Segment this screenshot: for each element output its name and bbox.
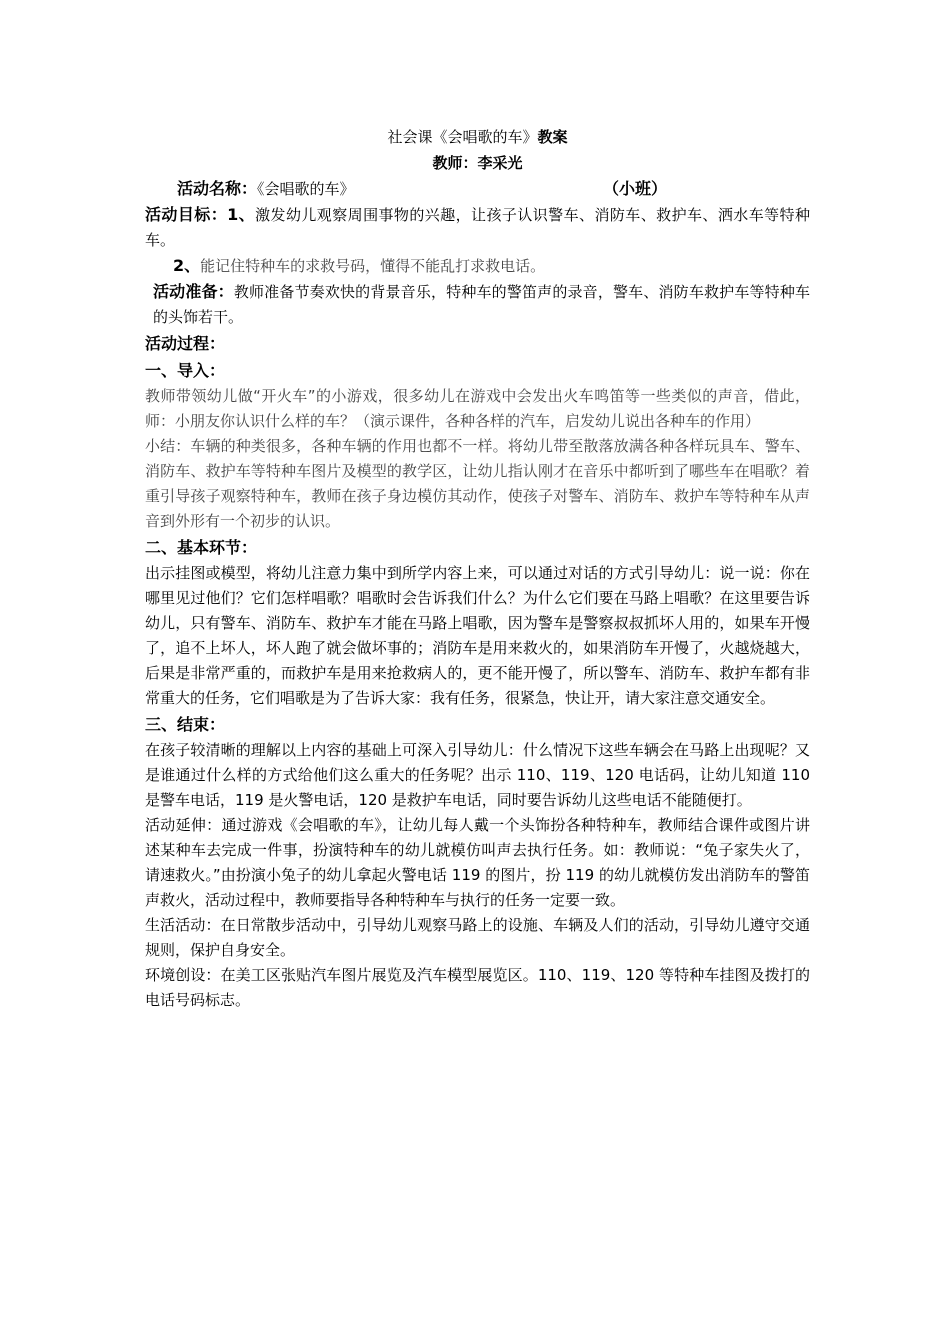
prep-paragraph xyxy=(145,279,810,330)
prep-text: 教师准备节奏欢快的背景音乐，特种车的警笛声的录音，警车、消防车救护车等特种车的头饰若干。 xyxy=(153,283,810,326)
activity-name-row xyxy=(145,176,810,202)
document-title xyxy=(145,124,810,150)
title-text: 社会课《会唱歌的车》 xyxy=(387,128,538,146)
class-level: （小班） xyxy=(603,179,668,198)
section1-heading: 一、导入： xyxy=(145,361,226,380)
section2-heading: 二、基本环节： xyxy=(145,538,258,557)
extension-paragraph: 活动延伸：通过游戏《会唱歌的车》，让幼儿每人戴一个头饰扮各种特种车，教师结合课件或图片讲述某种车去完成一件事，扮演特种车的幼儿就模仿叫声去执行任务。如：教师说：“兔子家失火了，请速救火。”由扮演小兔子的幼儿拿起火警电话 119 的图片，扮 119 的幼儿就模仿发出消防车的警笛声救火，活动过程中，教师要指导各种特种车与执行的任务一定要一致。 xyxy=(145,816,810,909)
process-heading: 活动过程： xyxy=(145,334,226,353)
title-suffix: 教案 xyxy=(537,128,568,146)
section3-paragraph: 在孩子较清晰的理解以上内容的基础上可深入引导幼儿：什么情况下这些车辆会在马路上出现呢？又是谁通过什么样的方式给他们这么重大的任务呢？出示 110、119、120 电话码，让幼儿知道 110 是警车电话，119 是火警电话，120 是救护车电话，同时要告诉幼儿这些电话不能随便打。 xyxy=(145,741,810,809)
environment-paragraph: 环境创设：在美工区张贴汽车图片展览及汽车模型展览区。110、119、120 等特种车挂图及拨打的电话号码标志。 xyxy=(145,966,810,1009)
activity-name-label: 活动名称： xyxy=(177,179,258,198)
section2-paragraph: 出示挂图或模型，将幼儿注意力集中到所学内容上来，可以通过对话的方式引导幼儿：说一说：你在哪里见过他们？它们怎样唱歌？唱歌时会告诉我们什么？为什么它们要在马路上唱歌？在这里要告诉幼儿，只有警车、消防车、救护车才能在马路上唱歌，因为警车是警察叔叔抓坏人用的，如果车开慢了，追不上坏人，坏人跑了就会做坏事的；消防车是用来救火的，如果消防车开慢了，火越烧越大，后果是非常严重的，而救护车是用来抢救病人的，更不能开慢了，所以警车、消防车、救护车都有非常重大的任务，它们唱歌是为了告诉大家：我有任务，很紧急，快让开，请大家注意交通安全。 xyxy=(145,564,810,707)
goal2-text: 能记住特种车的求救号码，懂得不能乱打求救电话。 xyxy=(200,257,546,275)
teacher-name: 教师：李采光 xyxy=(432,154,523,172)
document-page xyxy=(145,124,810,1013)
section1-paragraph2: 小结：车辆的种类很多，各种车辆的作用也都不一样。将幼儿带至散落放满各种各样玩具车、警车、消防车、救护车等特种车图片及模型的教学区，让幼儿指认刚才在音乐中都听到了哪些车在唱歌？着重引导孩子观察特种车，教师在孩子身边模仿其动作，使孩子对警车、消防车、救护车等特种车从声音到外形有一个初步的认识。 xyxy=(145,437,810,530)
goal1-text: 激发幼儿观察周围事物的兴趣，让孩子认识警车、消防车、救护车、洒水车等特种车。 xyxy=(145,206,810,249)
activity-name-value: 《会唱歌的车》 xyxy=(257,180,355,198)
section1-paragraph1: 教师带领幼儿做“开火车”的小游戏，很多幼儿在游戏中会发出火车鸣笛等一些类似的声音，借此，师：小朋友你认识什么样的车？（演示课件，各种各样的汽车，启发幼儿说出各种车的作用） xyxy=(145,387,810,430)
goal2-number: 2、 xyxy=(173,256,201,275)
section3-heading: 三、结束： xyxy=(145,715,226,734)
goal2-paragraph xyxy=(145,253,810,279)
prep-label: 活动准备： xyxy=(153,282,234,301)
goals-label: 活动目标： xyxy=(145,205,228,224)
goal1-number: 1、 xyxy=(227,205,256,224)
goals-paragraph xyxy=(145,202,810,253)
life-activity-paragraph: 生活活动：在日常散步活动中，引导幼儿观察马路上的设施、车辆及人们的活动，引导幼儿遵守交通规则，保护自身安全。 xyxy=(145,916,810,959)
